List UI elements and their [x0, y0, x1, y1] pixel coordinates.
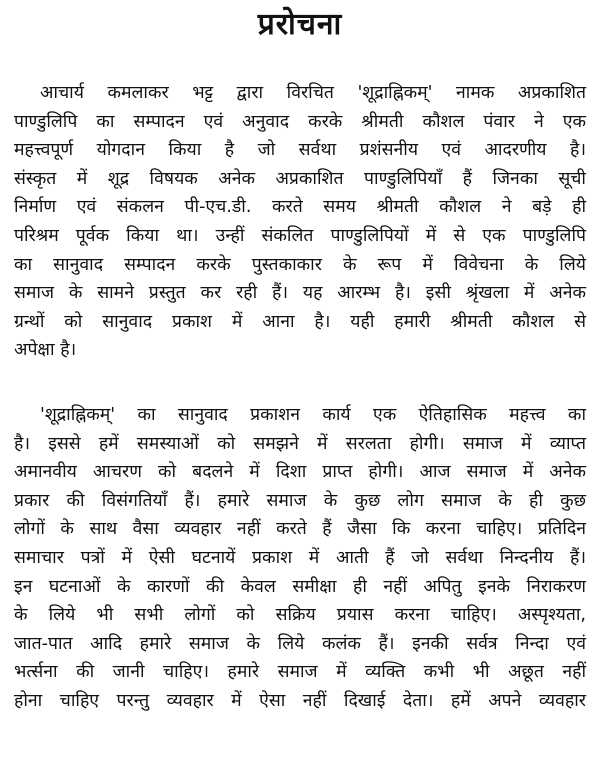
text-line: लोगों के साथ वैसा व्यवहार नहीं करते हैं जैसा कि करना चाहिए। प्रतिदिन	[14, 519, 586, 540]
text-line: है। इससे हमें समस्याओं को समझने में सरलता होगी। समाज में व्याप्त	[14, 433, 586, 454]
text-line: महत्त्वपूर्ण योगदान किया है जो सर्वथा प्रशंसनीय एवं आदरणीय है।	[14, 140, 586, 161]
text-line: पाण्डुलिपि का सम्पादन एवं अनुवाद करके श्रीमती कौशल पंवार ने एक	[14, 111, 586, 132]
text-line: परिश्रम पूर्वक किया था। उन्हीं संकलित पाण्डुलिपियों में से एक पाण्डुलिपि	[14, 225, 586, 246]
text-line: के लिये भी सभी लोगों को सक्रिय प्रयास करना चाहिए। अस्पृश्यता,	[14, 605, 586, 626]
text-line: का सानुवाद सम्पादन करके पुस्तकाकार के रूप में विवेचना के लिये	[14, 254, 586, 275]
text-line: होना चाहिए परन्तु व्यवहार में ऐसा नहीं दिखाई देता। हमें अपने व्यवहार	[14, 690, 586, 711]
text-line: आचार्य कमलाकर भट्ट द्वारा विरचित 'शूद्राह्निकम्' नामक अप्रकाशित	[40, 83, 586, 103]
text-line: प्रकार की विसंगतियाँ हैं। हमारे समाज के कुछ लोग समाज के ही कुछ	[14, 490, 586, 511]
text-line: समाज के सामने प्रस्तुत कर रही हैं। यह आरम्भ है। इसी श्रृंखला में अनेक	[14, 283, 586, 304]
text-line: अमानवीय आचरण को बदलने में दिशा प्राप्त होगी। आज समाज में अनेक	[14, 462, 586, 483]
text-line: 'शूद्राह्निकम्' का सानुवाद प्रकाशन कार्य एक ऐतिहासिक महत्त्व का	[40, 405, 586, 425]
text-line: जात-पात आदि हमारे समाज के लिये कलंक हैं। इनकी सर्वत्र निन्दा एवं	[14, 633, 586, 654]
page-title: प्ररोचना	[257, 7, 343, 42]
text-line: अपेक्षा है।	[14, 340, 77, 361]
text-line: समाचार पत्रों में ऐसी घटनायें प्रकाश में आती हैं जो सर्वथा निन्दनीय हैं।	[14, 547, 586, 568]
text-line: संस्कृत में शूद्र विषयक अनेक अप्रकाशित पाण्डुलिपियाँ हैं जिनका सूची	[14, 168, 586, 189]
paragraph-1	[14, 79, 586, 365]
text-line: भर्त्सना की जानी चाहिए। हमारे समाज में व्यक्ति कभी भी अछूत नहीं	[14, 662, 586, 683]
text-line: इन घटनाओं के कारणों की केवल समीक्षा ही नहीं अपितु इनके निराकरण	[14, 576, 586, 597]
text-line: ग्रन्थों को सानुवाद प्रकाश में आना है। यही हमारी श्रीमती कौशल से	[14, 311, 586, 332]
paragraph-2	[14, 401, 586, 716]
text-line: निर्माण एवं संकलन पी-एच.डी. करते समय श्रीमती कौशल ने बड़े ही	[14, 197, 586, 218]
